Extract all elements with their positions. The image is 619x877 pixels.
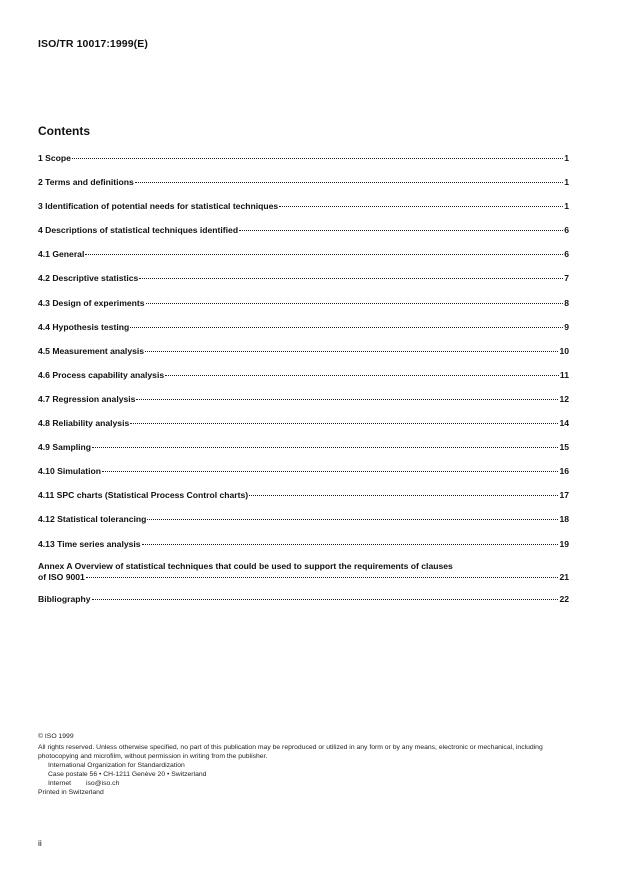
- dot-leader: [147, 519, 558, 520]
- toc-entry-page: 11: [559, 369, 569, 380]
- toc-entry-title: 4.6 Process capability analysis: [38, 369, 165, 380]
- toc-entry-descriptions[interactable]: [38, 223, 569, 238]
- dot-leader: [92, 447, 558, 448]
- toc-entry-regression-analysis[interactable]: [38, 392, 569, 407]
- toc-entry-title: 1 Scope: [38, 153, 71, 163]
- dot-leader: [135, 182, 563, 183]
- toc-entry-design-of-experiments[interactable]: [38, 296, 569, 311]
- toc-entry-page: 15: [559, 442, 569, 453]
- organization-name: International Organization for Standardization: [48, 762, 185, 769]
- toc-entry-measurement-analysis[interactable]: [38, 344, 569, 359]
- toc-entry-page: 1: [564, 201, 569, 212]
- toc-entry-title: 2 Terms and definitions: [38, 177, 134, 188]
- toc-entry-statistical-tolerancing[interactable]: [38, 512, 569, 527]
- toc-entry-page: 1: [564, 177, 569, 188]
- toc-entry-title: 4.1 General: [38, 249, 85, 260]
- copyright-notice: [38, 732, 578, 797]
- toc-entry-spc-charts[interactable]: [38, 488, 569, 503]
- toc-entry-page: 19: [559, 538, 569, 549]
- dot-leader: [249, 495, 558, 496]
- internet-contact: [38, 779, 578, 788]
- internet-label: Internet: [48, 780, 72, 787]
- table-of-contents: [38, 151, 569, 616]
- dot-leader: [165, 375, 559, 376]
- toc-entry-bibliography[interactable]: [38, 592, 569, 607]
- dot-leader: [130, 327, 563, 328]
- toc-entry-scope[interactable]: [38, 151, 569, 166]
- toc-entry-title: 4.5 Measurement analysis: [38, 345, 145, 356]
- toc-entry-title: 3 Identification of potential needs for statistical techniques: [38, 201, 279, 212]
- toc-entry-page: 1: [564, 153, 569, 163]
- dot-leader: [279, 206, 563, 207]
- toc-entry-page: 8: [564, 297, 569, 308]
- toc-entry-descriptive-statistics[interactable]: [38, 271, 569, 286]
- copyright-line: © ISO 1999: [38, 733, 74, 740]
- document-id-header: ISO/TR 10017:1999(E): [38, 38, 148, 50]
- toc-entry-page: 14: [559, 418, 569, 429]
- toc-entry-page: 12: [559, 393, 569, 404]
- toc-entry-page: 18: [559, 514, 569, 525]
- toc-entry-title: 4.13 Time series analysis: [38, 538, 141, 549]
- toc-entry-general[interactable]: [38, 247, 569, 262]
- printed-in: Printed in Switzerland: [38, 789, 104, 796]
- dot-leader: [85, 254, 563, 255]
- toc-entry-annex-a[interactable]: [38, 561, 569, 583]
- dot-leader: [72, 158, 563, 159]
- toc-entry-title: 4.12 Statistical tolerancing: [38, 514, 147, 525]
- toc-entry-title: Annex A Overview of statistical techniques that could be used to support the requirements of clauses: [38, 560, 453, 571]
- toc-entry-page: 17: [559, 490, 569, 501]
- dot-leader: [86, 577, 559, 578]
- toc-entry-process-capability[interactable]: [38, 368, 569, 383]
- dot-leader: [92, 599, 559, 600]
- email-link[interactable]: iso@iso.ch: [86, 780, 120, 787]
- toc-entry-title: 4.10 Simulation: [38, 466, 102, 477]
- page-number: ii: [38, 838, 42, 848]
- toc-entry-page: 10: [559, 345, 569, 356]
- toc-entry-title: 4.9 Sampling: [38, 442, 92, 453]
- toc-entry-terms[interactable]: [38, 175, 569, 190]
- toc-entry-title: Bibliography: [38, 593, 91, 604]
- dot-leader: [130, 423, 558, 424]
- dot-leader: [142, 544, 559, 545]
- toc-entry-title-continued: of ISO 9001: [38, 571, 85, 582]
- toc-entry-title: 4.2 Descriptive statistics: [38, 273, 139, 284]
- rights-statement: All rights reserved. Unless otherwise specified, no part of this publication may be reproduced or utilized in any form or by any means, electronic or mechanical, including photocopying and microfilm, without permission in writing from the publisher.: [38, 744, 543, 760]
- toc-entry-title: 4.11 SPC charts (Statistical Process Control charts): [38, 490, 249, 501]
- dot-leader: [102, 471, 558, 472]
- toc-entry-title: 4.7 Regression analysis: [38, 393, 136, 404]
- dot-leader: [146, 303, 564, 304]
- toc-entry-time-series[interactable]: [38, 537, 569, 552]
- toc-entry-title: 4.4 Hypothesis testing: [38, 321, 130, 332]
- toc-entry-reliability-analysis[interactable]: [38, 416, 569, 431]
- toc-entry-page: 21: [559, 571, 569, 582]
- toc-entry-title: 4.8 Reliability analysis: [38, 418, 130, 429]
- toc-entry-page: 16: [559, 466, 569, 477]
- dot-leader: [145, 351, 558, 352]
- toc-entry-sampling[interactable]: [38, 440, 569, 455]
- toc-entry-title: 4.3 Design of experiments: [38, 297, 145, 308]
- toc-entry-simulation[interactable]: [38, 464, 569, 479]
- contents-heading: Contents: [38, 124, 90, 138]
- toc-entry-page: 9: [564, 321, 569, 332]
- toc-entry-page: 22: [559, 593, 569, 604]
- toc-entry-identification[interactable]: [38, 199, 569, 214]
- toc-entry-page: 6: [564, 225, 569, 236]
- dot-leader: [136, 399, 558, 400]
- postal-address: Case postale 56 • CH-1211 Genève 20 • Switzerland: [48, 771, 207, 778]
- toc-entry-hypothesis-testing[interactable]: [38, 320, 569, 335]
- toc-entry-page: 7: [564, 273, 569, 284]
- dot-leader: [139, 278, 563, 279]
- toc-entry-page: 6: [564, 249, 569, 260]
- dot-leader: [239, 230, 563, 231]
- toc-entry-title: 4 Descriptions of statistical techniques identified: [38, 225, 239, 236]
